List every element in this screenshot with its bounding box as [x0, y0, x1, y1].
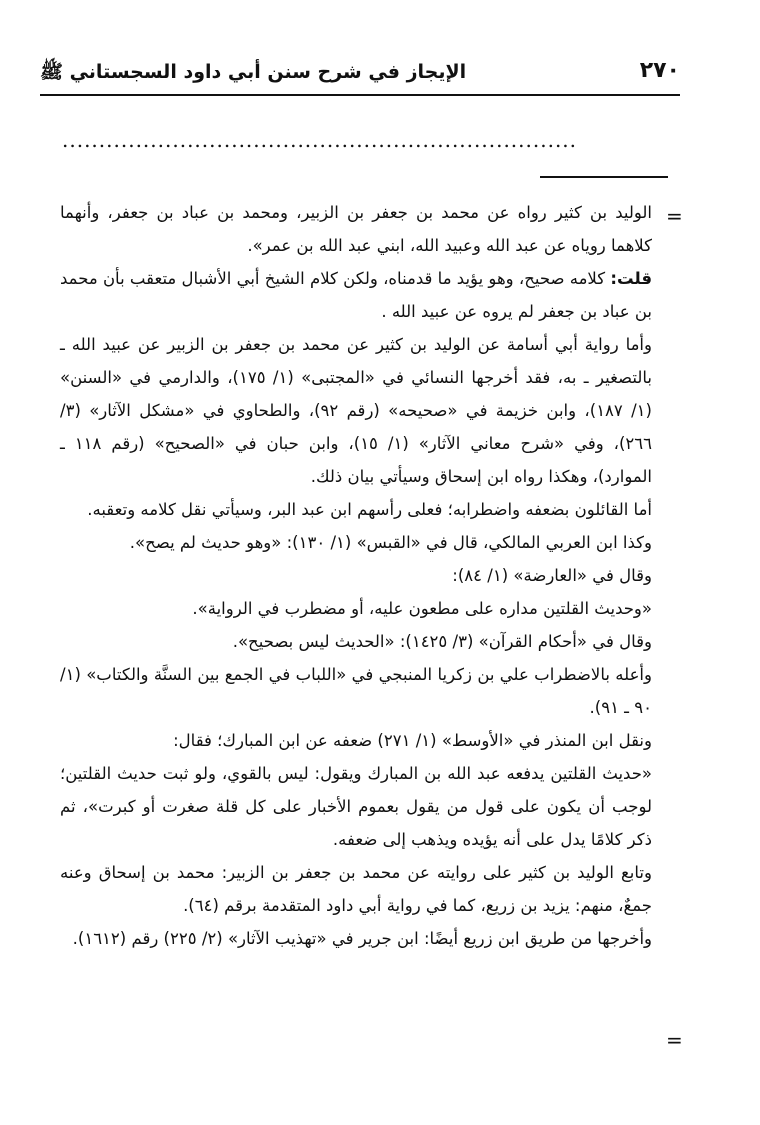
page-header: [40, 56, 680, 92]
footnote-paragraph: أما القائلون بضعفه واضطرابه؛ فعلى رأسهم ابن عبد البر، وسيأتي نقل كلامه وتعقبه.: [87, 500, 652, 519]
dotted-separator: ......................................................................: [62, 128, 578, 152]
paragraph-text: كلامه صحيح، وهو يؤيد ما قدمناه، ولكن كلام الشيخ أبي الأشبال متعقب بأن محمد بن عباد بن جعفر لم يروه عن عبيد الله .: [60, 269, 652, 321]
footnote-paragraph: وتابع الوليد بن كثير على روايته عن محمد بن جعفر بن الزبير: محمد بن إسحاق وعنه جمعٌ، منهم: يزيد بن زريع، كما في رواية أبي داود المتقدمة برقم (٦٤).: [60, 863, 652, 915]
footnote-paragraph: وكذا ابن العربي المالكي، قال في «القبس» (١/ ١٣٠): «وهو حديث لم يصح».: [129, 533, 652, 552]
footnote-paragraph: [60, 262, 652, 328]
footnote-paragraph: ونقل ابن المنذر في «الأوسط» (١/ ٢٧١) ضعفه عن ابن المبارك؛ فقال:: [173, 731, 652, 750]
footnote-paragraph: الوليد بن كثير رواه عن محمد بن جعفر بن الزبير، ومحمد بن عباد بن جعفر، وأنهما كلاهما روياه عن عبد الله وعبيد الله، ابني عبد الله بن عمر».: [60, 203, 652, 255]
running-title-text: الإيجاز في شرح سنن أبي داود السجستاني: [69, 61, 467, 83]
footnote-quote: «حديث القلتين يدفعه عبد الله بن المبارك ويقول: ليس بالقوي، ولو ثبت حديث القلتين؛ لوجب أن يكون على قول من يقول بعموم الأخبار على كل قلة صغرت أو كبرت»، ثم ذكر كلامًا يدل على أنه يؤيده ويذهب إلى ضعفه.: [60, 764, 652, 849]
footnote-paragraph: وقال في «العارضة» (١/ ٨٤):: [452, 566, 652, 585]
continuation-mark-top: =: [666, 204, 683, 228]
continuation-mark-bottom: =: [666, 1028, 683, 1052]
footnote-paragraph: وأما رواية أبي أسامة عن الوليد بن كثير عن محمد بن جعفر بن الزبير عن عبيد الله ـ بالتصغير ـ به، فقد أخرجها النسائي في «المجتبى» (١/ ١٧٥)، والدارمي في «السنن» (١/ ١٨٧)، وابن خزيمة في «صحيحه» (رقم ٩٢)، والطحاوي في «مشكل الآثار» (٣/ ٢٦٦)، وفي «شرح معاني الآثار» (١/ ١٥)، وابن حبان في «الصحيح» (رقم ١١٨ ـ الموارد)، وهكذا رواه ابن إسحاق وسيأتي بيان ذلك.: [60, 335, 652, 486]
header-rule: [40, 94, 680, 96]
honorific-glyph: ﷺ: [40, 61, 63, 83]
footnote-rule: [540, 176, 668, 178]
running-title: [40, 60, 466, 88]
page-number: ٢٧٠: [639, 58, 680, 83]
footnote-paragraph: وقال في «أحكام القرآن» (٣/ ١٤٢٥): «الحديث ليس بصحيح».: [232, 632, 652, 651]
footnote-quote: «وحديث القلتين مداره على مطعون عليه، أو مضطرب في الرواية».: [192, 599, 652, 618]
footnote-paragraph: وأخرجها من طريق ابن زريع أيضًا: ابن جرير في «تهذيب الآثار» (٢/ ٢٢٥) رقم (١٦١٢).: [72, 929, 652, 948]
footnote-paragraph: وأعله بالاضطراب علي بن زكريا المنبجي في «اللباب في الجمع بين السنَّة والكتاب» (١/ ٩٠ ـ ٩١).: [60, 665, 652, 717]
footnote-body: [60, 196, 652, 955]
paragraph-lead: قلت:: [610, 269, 652, 288]
